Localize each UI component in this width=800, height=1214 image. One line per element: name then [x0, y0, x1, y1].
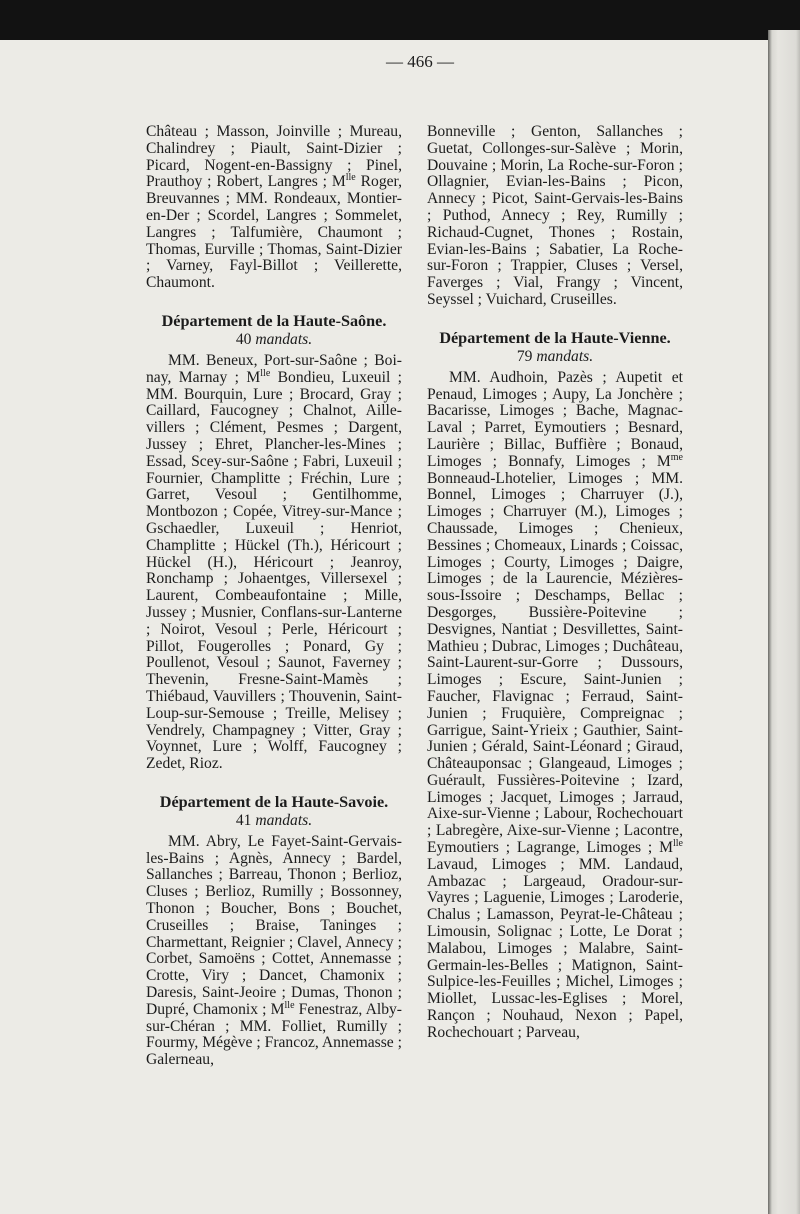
- mandate-unit: mandats.: [255, 330, 313, 348]
- right-column: [427, 124, 683, 1042]
- mandate-number: 40: [235, 330, 252, 348]
- mandate-number: 79: [516, 347, 533, 365]
- section-text: MM. Abry, Le Fayet-Saint-Gervais-les-Bains ; Agnès, Annecy ; Bardel, Sallanches ; Barreau, Thonon ; Berlioz, Cluses ; Berlioz, Rumilly ; Bossonney, Thonon ; Boucher, Bons ; Bouchet, Cruseilles ; Braise, Taninges ; Charmettant, Reignier ; Clavel, Annecy ; Corbet, Samoëns ; Cottet, Annemasse ; Crotte, Viry ; Dancet, Chamonix ; Daresis, Saint-Jeoire ; Dumas, Thonon ; Dupré, Chamonix ; $M^{lle}$ Fenestraz, Alby-sur-Chéran ; MM. Folliet, Rumilly ; Fourmy, Mégève ; Francoz, Annemasse ; Galerneau,: [146, 832, 402, 1069]
- section-text: MM. Audhoin, Pazès ; Aupetit et Penaud, Limoges ; Aupy, La Jonchère ; Bacarisse, Limoges ; Bache, Magnac-Laval ; Parret, Eymoutiers ; Besnard, Laurière ; Billac, Buffière ; Bonaud, Limoges ; Bonnafy, Limoges ; $M^{me}$ Bonneaud-Lhotelier, Limoges ; MM. Bonnel, Limoges ; Charruyer (J.), Limoges ; Charruyer (M.), Limoges ; Chaussade, Limoges ; Chenieux, Bessines ; Chomeaux, Linards ; Coissac, Limoges ; Courty, Limoges ; Daigre, Limoges ; de la Laurencie, Mézières-sous-Issoire ; Deschamps, Bellac ; Desgorges, Bussière-Poitevine ; Desvignes, Nantiat ; Desvillettes, Saint-Mathieu ; Dubrac, Limoges ; Duchâteau, Saint-Laurent-sur-Gorre ; Dussours, Limoges ; Escure, Saint-Junien ; Faucher, Flavignac ; Ferraud, Saint-Junien ; Fruquière, Compreignac ; Garrigue, Saint-Yrieix ; Gauthier, Saint-Junien ; Gérald, Saint-Léonard ; Giraud, Châteauponsac ; Glangeaud, Limoges ; Guérault, Fussières-Poitevine ; Izard, Limoges ; Jacquet, Limoges ; Jarraud, Aixe-sur-Vienne ; Labour, Rochechouart ; Labregère, Aixe-sur-Vienne ; Lacontre, Eymoutiers ; Lagrange, Limoges ; $M^{lle}$ Lavaud, Limoges ; MM. Landaud, Ambazac ; Largeaud, Oradour-sur-Vayres ; Laguenie, Limoges ; Laroderie, Chalus ; Lamasson, Peyrat-le-Château ; Limousin, Solignac ; Lotte, Le Dorat ; Malabou, Limoges ; Malabre, Saint-Germain-les-Belles ; Matignon, Saint-Sulpice-les-Feuilles ; Michel, Limoges ; Miollet, Lussac-les-Eglises ; Morel, Rançon ; Nouhaud, Nexon ; Papel, Rochechouart ; Parveau,: [427, 368, 683, 1041]
- section-heading: Département de la Haute-Savoie.: [159, 792, 389, 811]
- page-number: — 466 —: [386, 52, 454, 71]
- left-column: [146, 124, 402, 1069]
- mandate-count: [146, 331, 402, 349]
- page-edge: [768, 30, 800, 1214]
- continuation-paragraph: Bonneville ; Genton, Sallanches ; Guetat, Collonges-sur-Salève ; Morin, Douvaine ; Morin, La Roche-sur-Foron ; Ollagnier, Evian-les-Bains ; Picon, Annecy ; Picot, Saint-Gervais-les-Bains ; Puthod, Annecy ; Rey, Rumilly ; Richaud-Cugnet, Thones ; Rostain, Evian-les-Bains ; Sabatier, La Roche-sur-Foron ; Trappier, Cluses ; Versel, Faverges ; Vial, Frangy ; Vincent, Seyssel ; Vuichard, Cruseilles.: [427, 123, 683, 308]
- mandate-count: [146, 812, 402, 830]
- mandate-unit: mandats.: [255, 811, 313, 829]
- section-heading: Département de la Haute-Saône.: [161, 311, 387, 330]
- mandate-unit: mandats.: [536, 347, 594, 365]
- mandate-number: 41: [235, 811, 252, 829]
- continuation-paragraph: Château ; Masson, Joinville ; Mureau, Chalindrey ; Piault, Saint-Dizier ; Picard, Nogent-en-Bassigny ; Pinel, Prauthoy ; Robert, Langres ; $M^{lle}$ Roger, Breuvannes ; MM. Rondeaux, Montier-en-Der ; Scordel, Langres ; Sommelet, Langres ; Talfumière, Chaumont ; Thomas, Eurville ; Thomas, Saint-Dizier ; Varney, Fayl-Billot ; Veillerette, Chaumont.: [146, 123, 402, 292]
- section-heading: Département de la Haute-Vienne.: [439, 328, 671, 347]
- mandate-count: [427, 348, 683, 366]
- section-text: MM. Beneux, Port-sur-Saône ; Boinay, Marnay ; $M^{lle}$ Bondieu, Luxeuil ; MM. Bourquin, Lure ; Brocard, Gray ; Caillard, Faucogney ; Chalnot, Aillevillers ; Clément, Pesmes ; Dargent, Jussey ; Ehret, Plancher-les-Mines ; Essad, Scey-sur-Saône ; Fabri, Luxeuil ; Fournier, Champlitte ; Fréchin, Lure ; Garret, Vesoul ; Gentilhomme, Montbozon ; Copée, Vitrey-sur-Mance ; Gschaedler, Luxeuil ; Henriot, Champlitte ; Hückel (Th.), Héricourt ; Hückel (H.), Héricourt ; Jeanroy, Ronchamp ; Johaentges, Villersexel ; Laurent, Combeaufontaine ; Mille, Jussey ; Musnier, Conflans-sur-Lanterne ; Noirot, Vesoul ; Perle, Héricourt ; Pillot, Fougerolles ; Ponard, Gy ; Poullenot, Vesoul ; Saunot, Faverney ; Thevenin, Fresne-Saint-Mamès ; Thiébaud, Vauvillers ; Thouvenin, Saint-Loup-sur-Semouse ; Treille, Melisey ; Vendrely, Champagney ; Vitter, Gray ; Voynnet, Lure ; Wolff, Faucogney ; Zedet, Rioz.: [146, 351, 402, 773]
